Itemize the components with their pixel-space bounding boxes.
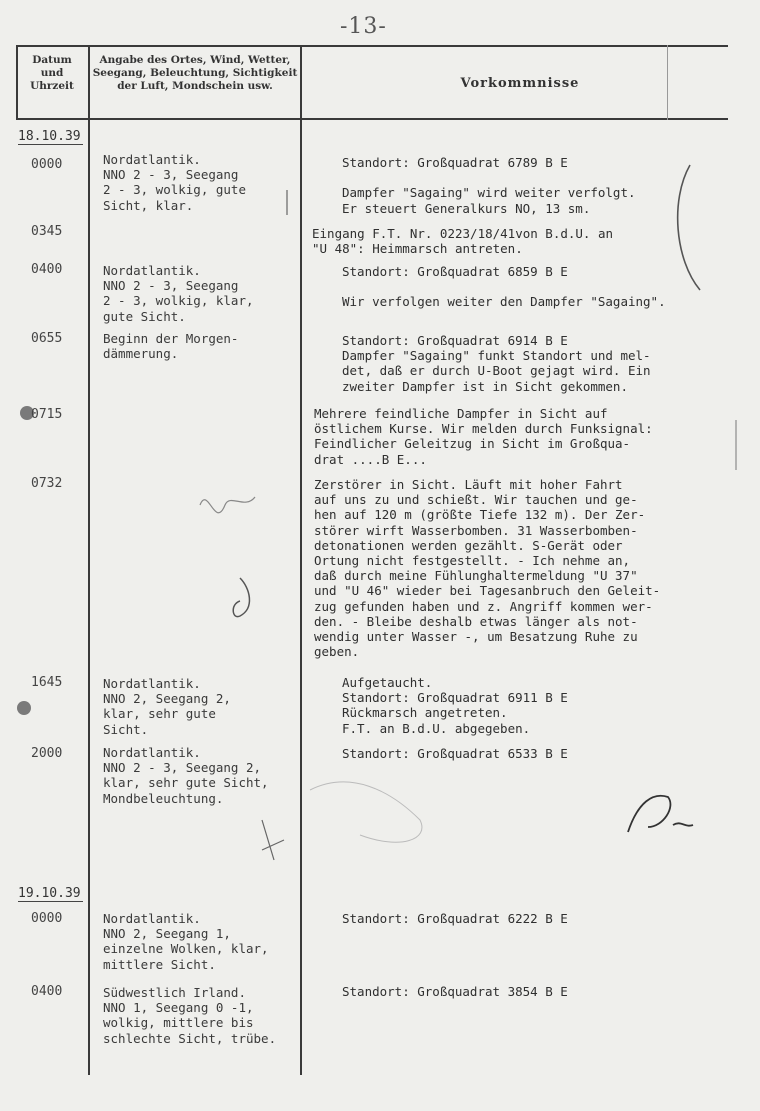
signature-mark <box>628 796 693 832</box>
entry-events: Standort: Großquadrat 6789 B E Dampfer "Sagaing" wird weiter verfolgt. Er steuert Generalkurs NO, 13 sm. <box>342 155 636 216</box>
pencil-scribble-mark <box>200 497 255 513</box>
pencil-cross-mark <box>262 820 284 860</box>
entry-time: 0345 <box>31 224 63 239</box>
margin-bracket-mark <box>678 165 700 290</box>
entry-events: Eingang F.T. Nr. 0223/18/41von B.d.U. an "U 48": Heimmarsch antreten. <box>312 226 614 257</box>
entry-weather: Beginn der Morgen- dämmerung. <box>103 331 239 362</box>
entry-time: 0000 <box>31 157 63 172</box>
entry-events: Standort: Großquadrat 6533 B E <box>342 746 568 761</box>
faint-curve-mark <box>310 782 422 842</box>
entry-weather: Nordatlantik. NNO 2 - 3, Seegang 2 - 3, wolkig, klar, gute Sicht. <box>103 263 254 324</box>
entry-weather: Nordatlantik. NNO 2, Seegang 1, einzelne Wolken, klar, mittlere Sicht. <box>103 911 269 972</box>
date-label: 19.10.39 <box>18 886 81 901</box>
header-events: Vorkommnisse <box>460 76 580 91</box>
entry-events: Zerstörer in Sicht. Läuft mit hoher Fahrt auf uns zu und schießt. Wir tauchen und ge- hen auf 120 m (größte Tiefe 132 m). Der Zer- störer wirft Wasserbomben. 31 Wasserbomben- detonationen werden gezählt. S-Gerät oder Ortung nicht festgestellt. - Ich nehme an, daß durch meine Fühlunghaltermeldung "U 37" und "U 46" wieder bei Tagesanbruch den Geleit- zug gefunden haben und z. Angriff kommen wer- den. - Bleibe deshalb etwas länger als not- wendig unter Wasser -, um Besatzung Ruhe zu geben. <box>314 477 661 660</box>
entry-time: 1645 <box>31 675 63 690</box>
entry-events: Standort: Großquadrat 6914 B E Dampfer "Sagaing" funkt Standort und mel- det, daß er durch U-Boot gejagt wird. Ein zweiter Dampfer ist in Sicht gekommen. <box>342 333 651 394</box>
header-datetime: Datum und Uhrzeit <box>30 54 74 93</box>
entry-events: Mehrere feindliche Dampfer in Sicht auf östlichem Kurse. Wir melden durch Funksignal: Feindlicher Geleitzug in Sicht im Großqua- drat ....B E... <box>314 406 653 467</box>
date-label: 18.10.39 <box>18 129 81 144</box>
entry-weather: Südwestlich Irland. NNO 1, Seegang 0 -1, wolkig, mittlere bis schlechte Sicht, trübe. <box>103 985 277 1046</box>
header-place-weather: Angabe des Ortes, Wind, Wetter, Seegang, Beleuchtung, Sichtigkeit der Luft, Mondschein usw. <box>92 54 298 93</box>
entry-time: 2000 <box>31 746 63 761</box>
entry-time: 0732 <box>31 476 63 491</box>
entry-events: Aufgetaucht. Standort: Großquadrat 6911 B E Rückmarsch angetreten. F.T. an B.d.U. abgegeben. <box>342 675 568 736</box>
entry-weather: Nordatlantik. NNO 2, Seegang 2, klar, sehr gute Sicht. <box>103 676 231 737</box>
entry-time: 0400 <box>31 984 63 999</box>
entry-weather: Nordatlantik. NNO 2 - 3, Seegang 2 - 3, wolkig, gute Sicht, klar. <box>103 152 246 213</box>
entry-time: 0400 <box>31 262 63 277</box>
entry-time: 0000 <box>31 911 63 926</box>
entry-events: Standort: Großquadrat 6859 B E Wir verfolgen weiter den Dampfer "Sagaing". <box>342 264 666 310</box>
entry-events: Standort: Großquadrat 6222 B E <box>342 911 568 926</box>
entry-weather: Nordatlantik. NNO 2 - 3, Seegang 2, klar, sehr gute Sicht, Mondbeleuchtung. <box>103 745 269 806</box>
handwritten-initial-mark <box>233 578 249 617</box>
entry-time: 0715 <box>31 407 63 422</box>
entry-events: Standort: Großquadrat 3854 B E <box>342 984 568 999</box>
entry-time: 0655 <box>31 331 63 346</box>
page-number: -13- <box>340 14 387 39</box>
